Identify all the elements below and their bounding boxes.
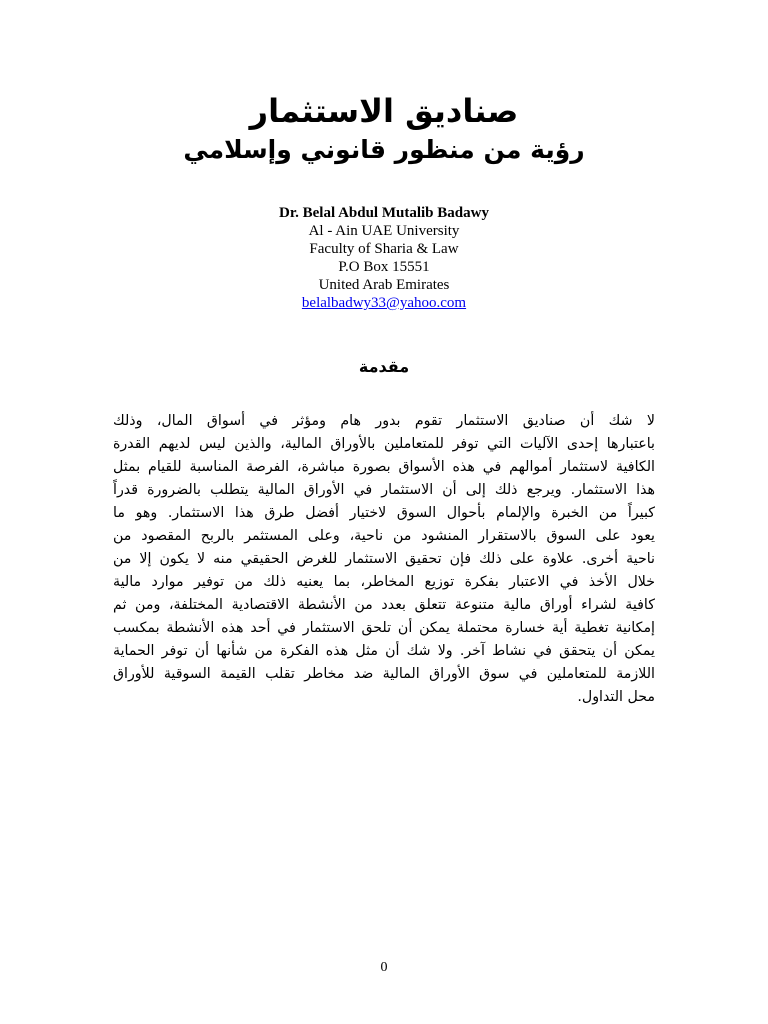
paragraph-line: باعتبارها إحدى الآليات التي توفر للمتعاملين بالأوراق المالية، والذين ليس لديهم القدرة <box>113 436 655 452</box>
paragraph-line: يمكن أن يتحقق في نشاط آخر. ولا شك أن مثل هذه الفكرة من شأنها أن توفر الحماية <box>113 643 655 659</box>
paragraph-line: خلال الأخذ في الاعتبار بفكرة توزيع المخاطر، بما يعنيه ذلك من توفير موارد مالية <box>113 574 655 590</box>
document-title: صناديق الاستثمار <box>249 92 519 130</box>
paragraph-line: إمكانية تغطية أية خسارة محتملة يمكن أن تلحق الاستثمار في أحد هذه الأنشطة بمكسب <box>113 620 655 636</box>
document-subtitle: رؤية من منظور قانوني وإسلامي <box>183 135 585 164</box>
paragraph-line: كبيراً من الخبرة والإلمام بأحوال السوق لاختيار أفضل طرق هذا الاستثمار. وهو ما <box>113 505 655 521</box>
author-block <box>0 204 768 312</box>
paragraph-line: كافية لشراء أوراق مالية متنوعة تتعلق بعدد من الأنشطة الاقتصادية المختلفة، ومن ثم <box>113 597 655 613</box>
page-number: 0 <box>380 960 388 975</box>
author-po-box: P.O Box 15551 <box>338 259 430 275</box>
paragraph-line: اللازمة للمتعاملين في سوق الأوراق المالية ضد مخاطر تقلب القيمة السوقية للأوراق <box>113 666 655 682</box>
section-heading: مقدمة <box>358 357 410 376</box>
paragraph-line: الكافية لاستثمار أموالهم في هذه الأسواق بصورة مباشرة، الفرصة المناسبة للقيام بمثل <box>113 459 655 475</box>
body-paragraph <box>113 410 655 709</box>
author-faculty: Faculty of Sharia & Law <box>309 241 459 257</box>
paragraph-line: هذا الاستثمار. ويرجع ذلك إلى أن الاستثمار في الأوراق المالية يتطلب بالضرورة قدراً <box>113 482 655 498</box>
author-university: Al - Ain UAE University <box>308 223 460 239</box>
author-name: Dr. Belal Abdul Mutalib Badawy <box>279 205 489 221</box>
author-country: United Arab Emirates <box>318 277 450 293</box>
author-email-link[interactable]: belalbadwy33@yahoo.com <box>301 295 467 311</box>
paragraph-line: لا شك أن صناديق الاستثمار تقوم بدور هام ومؤثر في أسواق المال، وذلك <box>113 413 655 429</box>
paragraph-line: محل التداول. <box>577 689 655 705</box>
paragraph-line: ناحية أخرى. علاوة على ذلك فإن تحقيق الاستثمار للغرض الحقيقي منه لا يكون إلا من <box>113 551 655 567</box>
paragraph-line: يعود على السوق بالاستقرار المنشود من ناحية، وعلى المستثمر بالربح المقصود من <box>113 528 655 544</box>
